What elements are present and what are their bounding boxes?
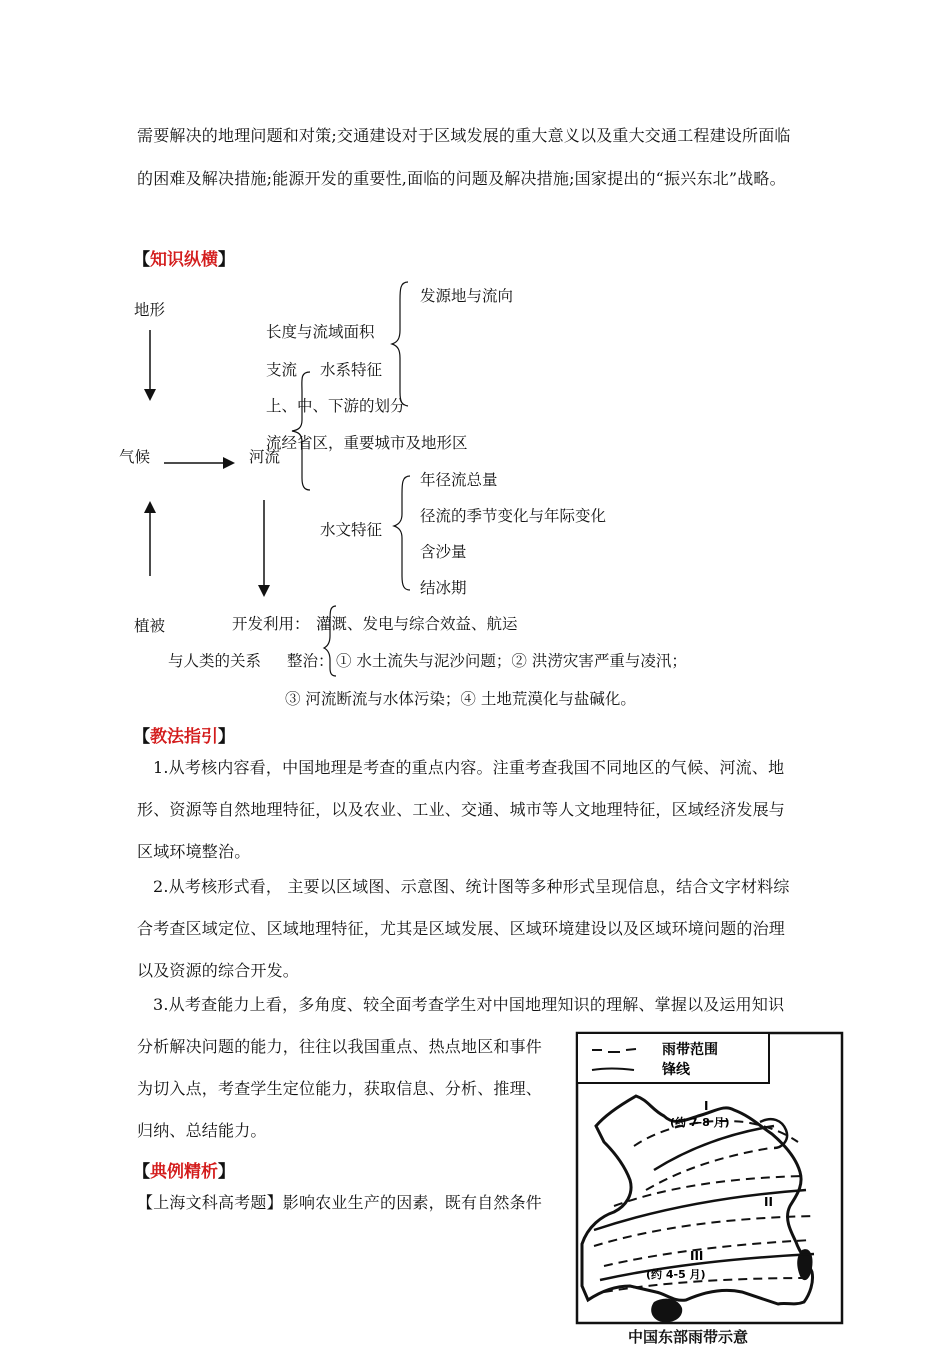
legend-front: 锋线: [662, 1062, 690, 1078]
zone-3-label: III: [690, 1249, 704, 1263]
hydro-item-freeze: 结冰期: [420, 579, 467, 597]
hydro-label: 水文特征: [320, 521, 383, 539]
p3-line-4: 归纳、总结能力。: [137, 1121, 267, 1140]
human-label: 与人类的关系: [168, 652, 262, 670]
example-line-1: 【上海文科高考题】影响农业生产的因素，既有自然条件: [137, 1193, 543, 1212]
section-heading-teaching: 【教法指引】: [133, 727, 235, 747]
p3-line-3: 为切入点，考查学生定位能力，获取信息、分析、推理、: [137, 1079, 543, 1098]
section-heading-example: 【典例精析】: [133, 1162, 235, 1182]
system-item-provinces: 流经省区，重要城市及地形区: [266, 434, 468, 452]
map-caption: 中国东部雨带示意: [628, 1328, 749, 1346]
heading-text: 知识纵横: [150, 250, 218, 270]
heading-text: 教法指引: [150, 727, 218, 747]
intro-line-1: 需要解决的地理问题和对策;交通建设对于区域发展的重大意义以及重大交通工程建设所面临: [137, 126, 791, 145]
node-vegetation: 植被: [134, 617, 166, 635]
p1-line-3: 区域环境整治。: [137, 842, 251, 861]
dev-items: 灌溉、发电与综合效益、航运: [316, 615, 518, 633]
zone-1-label: I: [704, 1099, 709, 1113]
p2-line-2: 合考查区域定位、区域地理特征，尤其是区域发展、区域环境建设以及区域环境问题的治理: [137, 919, 786, 938]
system-item-sections: 上、中、下游的划分: [266, 397, 406, 415]
gov-label: 整治：: [287, 652, 334, 670]
p1-line-1: 1.从考核内容看，中国地理是考查的重点内容。注重考查我国不同地区的气候、河流、地: [153, 758, 785, 777]
gov-line-2: ③ 河流断流与水体污染；④ 土地荒漠化与盐碱化。: [285, 690, 636, 708]
p3-line-2: 分析解决问题的能力，往往以我国重点、热点地区和事件: [137, 1037, 543, 1056]
section-heading-knowledge: 【知识纵横】: [133, 250, 235, 270]
p2-line-1: 2.从考核形式看， 主要以区域图、示意图、统计图等多种形式呈现信息，结合文字材料综: [153, 877, 790, 896]
hydro-item-variation: 径流的季节变化与年际变化: [420, 507, 607, 525]
zone-2-label: II: [764, 1195, 773, 1209]
p1-line-2: 形、资源等自然地理特征，以及农业、工业、交通、城市等人文地理特征，区域经济发展与: [137, 800, 786, 819]
rain-belt-map: [574, 1030, 846, 1344]
system-item-length: 长度与流域面积: [266, 323, 375, 341]
node-terrain: 地形: [134, 301, 166, 319]
heading-text: 典例精析: [150, 1162, 218, 1182]
zone-3-time: (约 4-5 月): [646, 1268, 706, 1281]
node-climate: 气候: [119, 448, 151, 466]
intro-line-2: 的困难及解决措施;能源开发的重要性,面临的问题及解决措施;国家提出的“振兴东北”战略。: [137, 169, 786, 188]
zone-1-time: (约 7-8 月): [670, 1116, 730, 1129]
system-item-tributary: 支流: [266, 361, 298, 379]
brace-hydro: [394, 476, 410, 590]
system-item-source: 发源地与流向: [420, 287, 514, 305]
p3-line-1: 3.从考查能力上看，多角度、较全面考查学生对中国地理知识的理解、掌握以及运用知识: [153, 995, 785, 1014]
dev-label: 开发利用：: [232, 615, 310, 633]
hydro-item-runoff: 年径流总量: [420, 471, 498, 489]
system-label: 水系特征: [320, 361, 383, 379]
p2-line-3: 以及资源的综合开发。: [137, 961, 300, 980]
brace-system: [392, 282, 408, 406]
hydro-item-sediment: 含沙量: [420, 543, 467, 561]
node-river: 河流: [249, 448, 281, 466]
gov-line-1: ① 水土流失与泥沙问题；② 洪涝灾害严重与凌汛；: [336, 652, 687, 670]
legend-rain: 雨带范围: [662, 1042, 718, 1058]
